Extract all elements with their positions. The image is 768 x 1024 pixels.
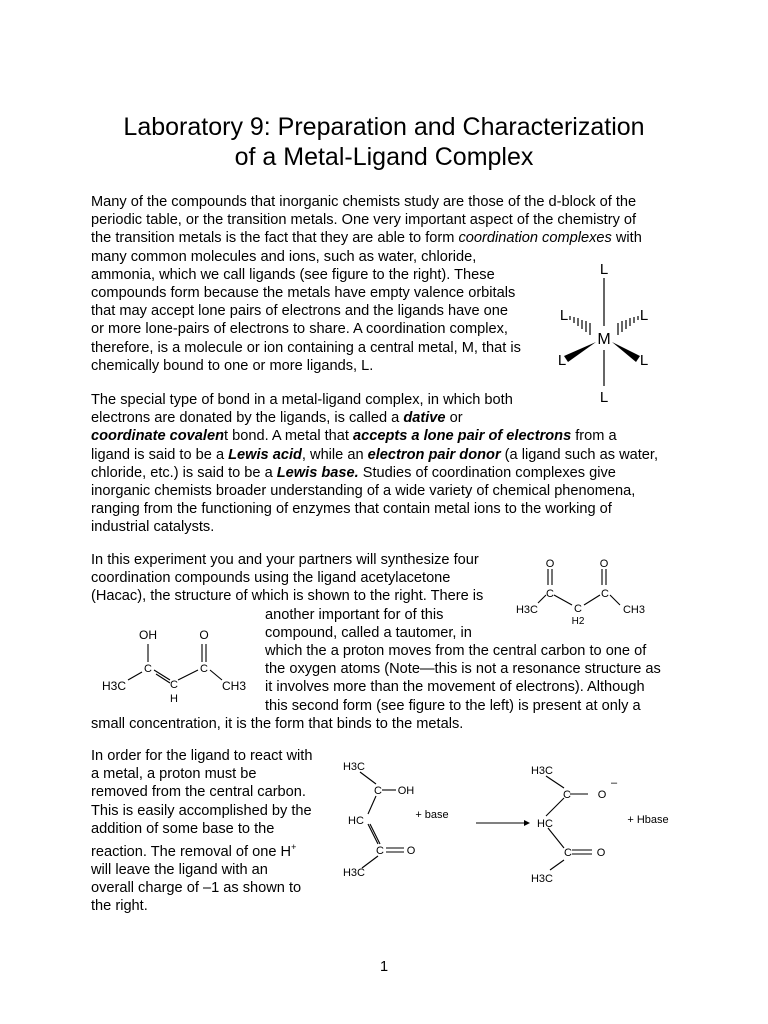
svg-text:CH3: CH3	[622, 604, 646, 616]
svg-text:O: O	[597, 789, 607, 801]
svg-text:H: H	[170, 693, 178, 705]
page-title: Laboratory 9: Preparation and Characterization of a Metal-Ligand Complex	[123, 113, 645, 171]
ligand-label: L	[639, 307, 649, 324]
dative-bond-paragraph: The special type of bond in a metal-ligand complex, in which both electrons are donated by the ligands, is called a dative or coordinate covalent bond. A metal that accepts a lone pair of electrons from a ligand is said to be a Lewis acid, while an electron pair donor (a ligand such as water, chloride, etc.) is said to be a Lewis base. Studies of coordination complexes give inorganic chemists broader understanding of a wide variety of chemical phenomena, ranging from the functioning of enzymes that contain metal ions to the working of industrial catalysts.	[91, 392, 658, 536]
svg-text:CH3: CH3	[221, 679, 247, 693]
svg-text:O: O	[199, 628, 209, 642]
svg-text:O: O	[545, 558, 555, 570]
tautomer-paragraph: In this experiment you and your partners will synthesize four coordination compounds using the ligand acetylacetone (Hacac), the structure of which is shown to the right. There is another important for of this compound, called a tautomer, in which the a proton moves from the central carbon to one of the oxygen atoms (Note—this is not a resonance structure as it involves more than the movement of electrons). Although this second form (see figure to the left) is present at only a small concentration, it is the form that binds to the metals.	[91, 552, 661, 732]
svg-text:H3C: H3C	[101, 679, 127, 693]
svg-text:C: C	[563, 789, 571, 801]
metal-label: M	[597, 331, 611, 348]
hbase-label: + Hbase	[627, 814, 669, 826]
svg-text:C: C	[144, 663, 152, 675]
svg-text:C: C	[546, 588, 554, 600]
svg-text:C: C	[574, 603, 582, 615]
ligand-label: L	[599, 261, 609, 278]
ligand-label: L	[599, 389, 609, 406]
base-label: + base	[415, 809, 449, 821]
svg-text:H3C: H3C	[515, 604, 539, 616]
deprotonation-paragraph: In order for the ligand to react with a metal, a proton must be removed from the central carbon. This is easily accomplished by the addition of some base to the reaction. The removal of one H+ will leave the ligand with an overall charge of –1 as shown to the right.	[91, 748, 313, 915]
svg-text:OH: OH	[397, 785, 415, 797]
svg-text:H2: H2	[571, 616, 585, 627]
ligand-label: L	[557, 352, 567, 369]
ligand-label: L	[639, 352, 649, 369]
octahedral-complex-figure	[550, 258, 660, 408]
svg-text:HC: HC	[537, 818, 553, 830]
ligand-label: L	[559, 307, 569, 324]
svg-text:O: O	[406, 845, 416, 857]
deprotonation-reaction-scheme	[338, 752, 688, 887]
svg-text:–: –	[610, 777, 618, 789]
svg-text:C: C	[200, 663, 208, 675]
intro-paragraph: Many of the compounds that inorganic chemists study are those of the d-block of the periodic table, or the transition metals. One very important aspect of the chemistry of the transition metals is the fact that they are able to form coordination complexes with many common molecules and ions, such as water, chloride, ammonia, which we call ligands (see figure to the right). These compounds form because the metals have empty valence orbitals that may accept lone pairs of electrons and the ligands have one or more lone-pairs of electrons to share. A coordination complex, therefore, is a molecule or ion containing a central metal, M, that is chemically bound to one or more ligands, L.	[91, 194, 642, 374]
svg-text:HC: HC	[348, 815, 364, 827]
svg-text:H3C: H3C	[342, 761, 366, 773]
svg-text:C: C	[376, 845, 384, 857]
svg-text:H3C: H3C	[530, 765, 554, 777]
svg-text:OH: OH	[139, 628, 157, 642]
page-number: 1	[379, 959, 389, 975]
svg-text:O: O	[596, 847, 606, 859]
svg-text:H3C: H3C	[342, 867, 366, 879]
svg-text:O: O	[599, 558, 609, 570]
enol-tautomer-structure	[98, 624, 258, 714]
svg-text:C: C	[564, 847, 572, 859]
svg-text:C: C	[374, 785, 382, 797]
svg-text:C: C	[170, 679, 178, 691]
acetylacetone-structure	[510, 555, 660, 630]
svg-text:C: C	[601, 588, 609, 600]
svg-text:H3C: H3C	[530, 873, 554, 885]
